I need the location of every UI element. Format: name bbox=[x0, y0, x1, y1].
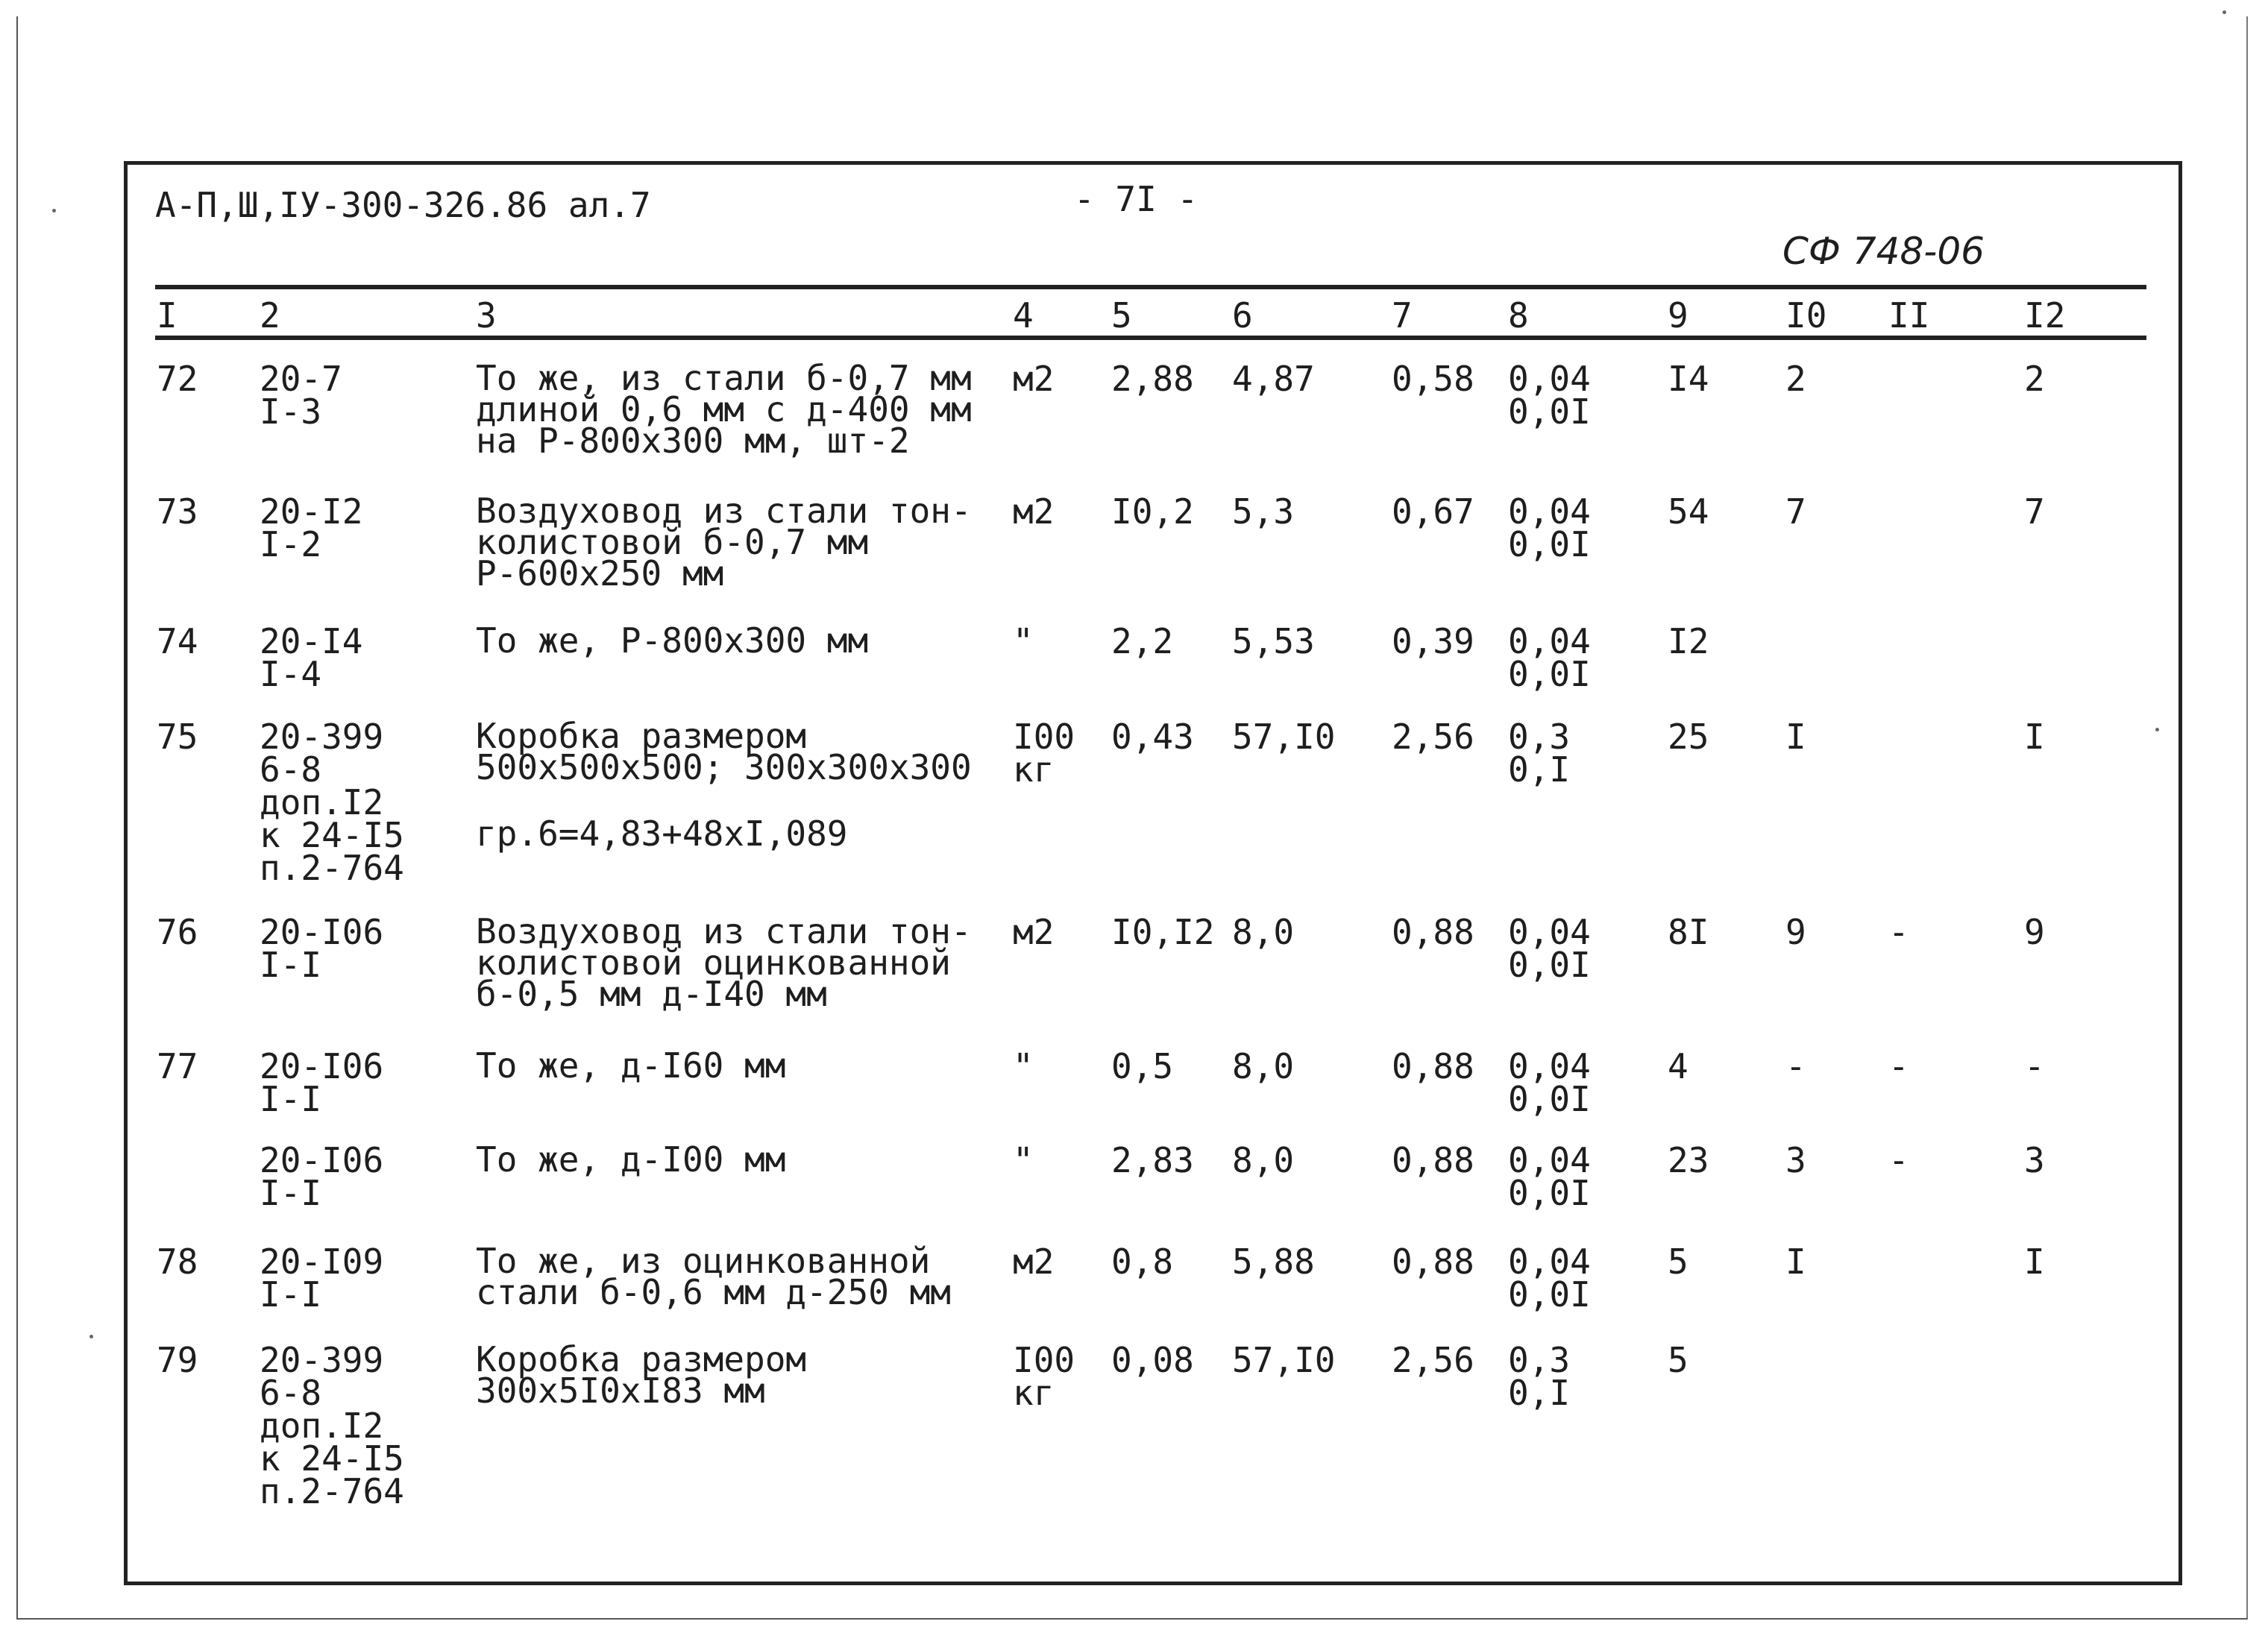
table-cell: 0,04 0,0I bbox=[1508, 912, 1591, 985]
table-cell: 0,88 bbox=[1392, 912, 1474, 952]
table-cell: 4 bbox=[1668, 1046, 1689, 1086]
table-cell: 5 bbox=[1668, 1340, 1689, 1380]
table-cell: То же, д-I00 мм bbox=[476, 1139, 786, 1180]
table-cell-note: гр.6=4,83+48хI,089 bbox=[476, 814, 848, 854]
table-cell: - bbox=[1785, 1046, 1806, 1086]
column-number: II bbox=[1888, 295, 1930, 336]
table-cell: 2 bbox=[1785, 359, 1806, 399]
table-cell: 20-I2 I-2 bbox=[260, 491, 363, 564]
table-cell: 0,43 bbox=[1111, 717, 1194, 757]
table-cell: 72 bbox=[157, 359, 198, 399]
table-cell: I2 bbox=[1668, 621, 1709, 661]
column-number: I2 bbox=[2024, 295, 2066, 336]
table-cell: 3 bbox=[2024, 1140, 2045, 1180]
table-cell: 20-399 6-8 доп.I2 к 24-I5 п.2-764 bbox=[260, 1340, 404, 1511]
table-cell: 20-I06 I-I bbox=[260, 1046, 384, 1119]
table-cell: 0,04 0,0I bbox=[1508, 621, 1591, 694]
table-cell: " bbox=[1013, 1046, 1034, 1086]
table-top-rule bbox=[155, 285, 2146, 289]
document-reference: А-П,Ш,IУ-300-326.86 ал.7 bbox=[155, 185, 651, 225]
table-cell: I0,2 bbox=[1111, 491, 1194, 532]
table-cell: 57,I0 bbox=[1232, 1340, 1336, 1380]
table-cell: 0,08 bbox=[1111, 1340, 1194, 1380]
table-cell: 23 bbox=[1668, 1140, 1709, 1180]
table-cell: 8,0 bbox=[1232, 1046, 1295, 1086]
table-cell: I4 bbox=[1668, 359, 1709, 399]
table-cell: 76 bbox=[157, 912, 198, 952]
table-cell: То же, д-I60 мм bbox=[476, 1045, 786, 1086]
column-number: I0 bbox=[1785, 295, 1827, 336]
table-cell: 0,67 bbox=[1392, 491, 1474, 532]
table-cell: 0,04 0,0I bbox=[1508, 1046, 1591, 1119]
table-cell: 78 bbox=[157, 1242, 198, 1282]
table-cell: 25 bbox=[1668, 717, 1709, 757]
table-cell: 5,88 bbox=[1232, 1242, 1315, 1282]
table-cell: 2 bbox=[2024, 359, 2045, 399]
table-cell: 73 bbox=[157, 491, 198, 532]
table-cell: 0,04 0,0I bbox=[1508, 491, 1591, 564]
table-cell: 0,88 bbox=[1392, 1242, 1474, 1282]
column-number: 6 bbox=[1232, 295, 1253, 336]
table-cell: 9 bbox=[1785, 912, 1806, 952]
table-cell: 8I bbox=[1668, 912, 1709, 952]
table-cell: 4,87 bbox=[1232, 359, 1315, 399]
table-cell: 0,8 bbox=[1111, 1242, 1174, 1282]
table-cell: - bbox=[1888, 1140, 1909, 1180]
table-cell: 0,88 bbox=[1392, 1046, 1474, 1086]
table-cell: 20-I06 I-I bbox=[260, 912, 384, 985]
table-cell: I bbox=[1785, 717, 1806, 757]
table-cell: 74 bbox=[157, 621, 198, 661]
column-number: 9 bbox=[1668, 295, 1689, 336]
table-cell: 0,39 bbox=[1392, 621, 1474, 661]
page-number: - 7I - bbox=[1074, 179, 1199, 219]
table-cell: 0,04 0,0I bbox=[1508, 1242, 1591, 1315]
table-cell: 0,04 0,0I bbox=[1508, 1140, 1591, 1213]
column-number: I bbox=[157, 295, 178, 336]
table-cell: м2 bbox=[1013, 912, 1055, 952]
table-cell: 2,56 bbox=[1392, 717, 1474, 757]
table-cell: 0,3 0,I bbox=[1508, 1340, 1571, 1413]
table-cell: 20-399 6-8 доп.I2 к 24-I5 п.2-764 bbox=[260, 717, 404, 888]
table-cell: 5 bbox=[1668, 1242, 1689, 1282]
table-cell: I00 кг bbox=[1013, 1340, 1075, 1413]
table-cell: 2,88 bbox=[1111, 359, 1194, 399]
table-cell: Коробка размером 300х5I0хI83 мм bbox=[476, 1339, 807, 1411]
table-cell: I00 кг bbox=[1013, 717, 1075, 790]
table-cell: То же, Р-800х300 мм bbox=[476, 620, 869, 661]
column-number: 7 bbox=[1392, 295, 1413, 336]
table-cell: I0,I2 bbox=[1111, 912, 1215, 952]
table-cell: 75 bbox=[157, 717, 198, 757]
column-number: 2 bbox=[260, 295, 280, 336]
table-cell: м2 bbox=[1013, 491, 1055, 532]
table-cell: 2,56 bbox=[1392, 1340, 1474, 1380]
table-cell: То же, из оцинкованной стали б-0,6 мм д-250 мм bbox=[476, 1241, 951, 1312]
table-cell: 7 bbox=[2024, 491, 2045, 532]
column-number: 8 bbox=[1508, 295, 1529, 336]
table-cell: 57,I0 bbox=[1232, 717, 1336, 757]
table-cell: 5,53 bbox=[1232, 621, 1315, 661]
table-cell: 0,5 bbox=[1111, 1046, 1174, 1086]
table-header-rule bbox=[155, 336, 2146, 340]
scan-speck bbox=[89, 1335, 93, 1338]
table-cell: м2 bbox=[1013, 359, 1055, 399]
scan-speck bbox=[52, 209, 56, 213]
column-number: 3 bbox=[476, 295, 497, 336]
table-cell: 20-I4 I-4 bbox=[260, 621, 363, 694]
table-cell: - bbox=[1888, 912, 1909, 952]
table-cell: Воздуховод из стали тон- колистовой оцинкованной б-0,5 мм д-I40 мм bbox=[476, 911, 972, 1014]
handwritten-code: СФ 748-06 bbox=[1782, 230, 1985, 273]
table-cell: - bbox=[2024, 1046, 2045, 1086]
table-cell: 20-7 I-3 bbox=[260, 359, 342, 432]
table-cell: 0,3 0,I bbox=[1508, 717, 1571, 790]
table-cell: I bbox=[2024, 717, 2045, 757]
scan-speck bbox=[2155, 728, 2159, 731]
table-cell: 2,2 bbox=[1111, 621, 1174, 661]
table-cell: I bbox=[2024, 1242, 2045, 1282]
table-cell: 0,04 0,0I bbox=[1508, 359, 1591, 432]
table-cell: 8,0 bbox=[1232, 912, 1295, 952]
table-cell: 54 bbox=[1668, 491, 1709, 532]
table-cell: - bbox=[1888, 1046, 1909, 1086]
table-cell: Коробка размером 500х500х500; 300х300х300 bbox=[476, 716, 972, 787]
table-cell: 2,83 bbox=[1111, 1140, 1194, 1180]
table-cell: Воздуховод из стали тон- колистовой б-0,7 мм Р-600х250 мм bbox=[476, 491, 972, 594]
table-cell: 0,88 bbox=[1392, 1140, 1474, 1180]
table-cell: " bbox=[1013, 1140, 1034, 1180]
table-cell: 79 bbox=[157, 1340, 198, 1380]
table-cell: 9 bbox=[2024, 912, 2045, 952]
table-cell: 5,3 bbox=[1232, 491, 1295, 532]
table-cell: 7 bbox=[1785, 491, 1806, 532]
table-cell: I bbox=[1785, 1242, 1806, 1282]
table-cell: 20-I09 I-I bbox=[260, 1242, 384, 1315]
table-cell: 0,58 bbox=[1392, 359, 1474, 399]
table-cell: 20-I06 I-I bbox=[260, 1140, 384, 1213]
table-cell: м2 bbox=[1013, 1242, 1055, 1282]
scan-speck bbox=[2223, 10, 2226, 14]
table-cell: То же, из стали б-0,7 мм длиной 0,6 мм с д-400 мм на Р-800х300 мм, шт-2 bbox=[476, 358, 972, 461]
table-cell: 3 bbox=[1785, 1140, 1806, 1180]
table-cell: 8,0 bbox=[1232, 1140, 1295, 1180]
column-number: 5 bbox=[1111, 295, 1132, 336]
table-cell: " bbox=[1013, 621, 1034, 661]
column-number: 4 bbox=[1013, 295, 1034, 336]
table-cell: 77 bbox=[157, 1046, 198, 1086]
